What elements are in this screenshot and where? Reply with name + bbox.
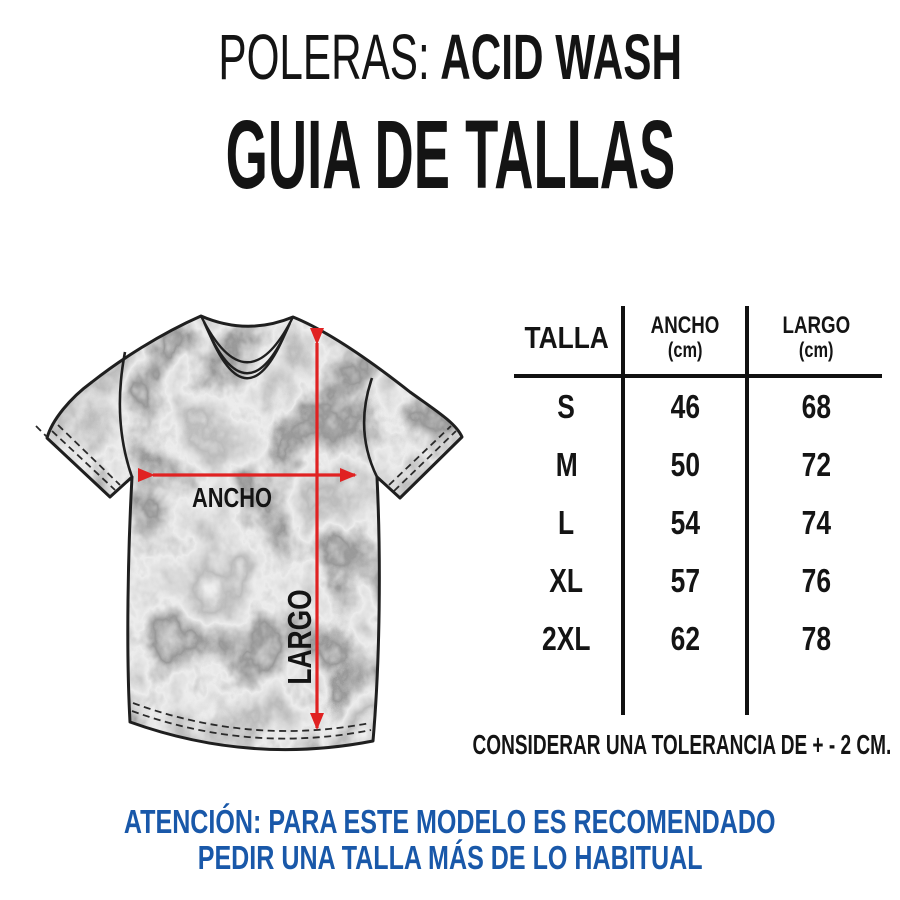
attention-note bbox=[0, 804, 900, 876]
table-header-divider bbox=[514, 374, 882, 378]
table-row-size: S bbox=[557, 388, 576, 425]
col-header-ancho: ANCHO (cm) bbox=[650, 312, 720, 362]
attention-note-line1: ATENCIÓN: PARA ESTE MODELO ES RECOMENDADO bbox=[124, 803, 776, 840]
table-column-divider bbox=[745, 306, 749, 715]
table-row-size: 2XL bbox=[542, 620, 591, 657]
tolerance-note: CONSIDERAR UNA TOLERANCIA DE + - 2 CM. bbox=[472, 729, 892, 760]
table-row-largo: 74 bbox=[801, 504, 831, 541]
table-row-ancho: 54 bbox=[670, 504, 700, 541]
page-subtitle: GUIA DE TALLAS bbox=[225, 100, 675, 209]
tshirt-measurement-diagram bbox=[25, 295, 480, 770]
table-row-largo: 78 bbox=[801, 620, 831, 657]
tshirt-body bbox=[25, 295, 480, 770]
table-row-largo: 72 bbox=[801, 446, 831, 483]
size-table-grid bbox=[510, 298, 885, 668]
table-row-size: XL bbox=[549, 562, 584, 599]
table-row-size: L bbox=[558, 504, 575, 541]
col-header-talla: TALLA bbox=[524, 320, 609, 355]
title-category: POLERAS: bbox=[218, 21, 430, 93]
size-table bbox=[510, 298, 886, 720]
table-row-ancho: 57 bbox=[670, 562, 700, 599]
table-row-ancho: 50 bbox=[670, 446, 700, 483]
table-row-largo: 76 bbox=[801, 562, 831, 599]
table-row-ancho: 46 bbox=[670, 388, 700, 425]
length-arrow-label: LARGO bbox=[282, 589, 319, 685]
table-row-ancho: 62 bbox=[670, 620, 700, 657]
title-product: ACID WASH bbox=[440, 21, 682, 93]
width-arrow-label: ANCHO bbox=[191, 482, 273, 514]
table-row-size: M bbox=[555, 446, 578, 483]
table-row-largo: 68 bbox=[801, 388, 831, 425]
table-column-divider bbox=[621, 306, 625, 715]
col-header-largo: LARGO (cm) bbox=[782, 312, 850, 362]
page-title bbox=[0, 22, 900, 92]
attention-note-line2: PEDIR UNA TALLA MÁS DE LO HABITUAL bbox=[197, 839, 703, 876]
